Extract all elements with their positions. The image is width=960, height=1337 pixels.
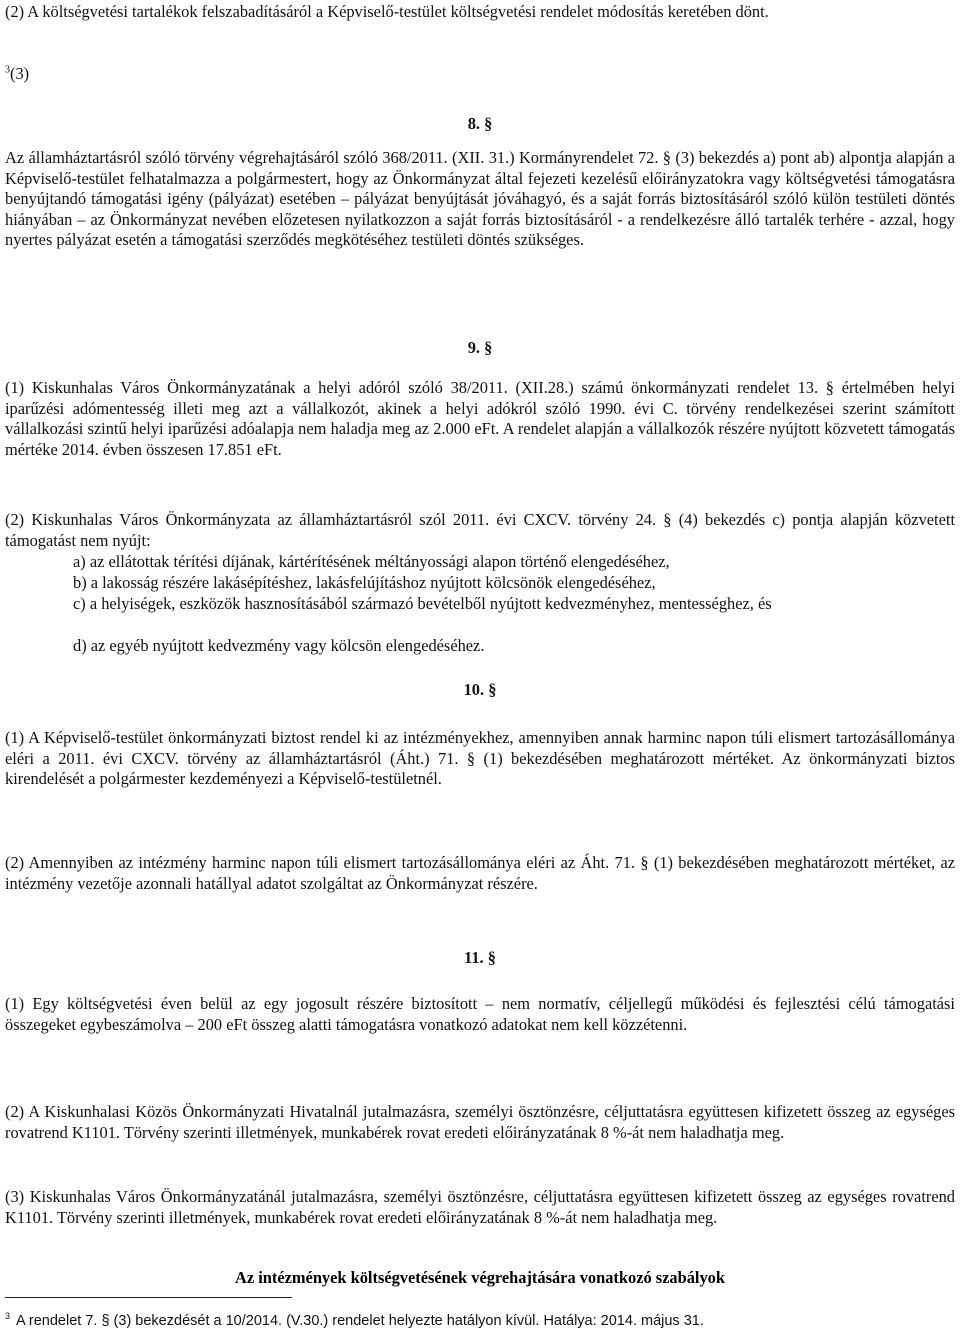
chapter-title: Az intézmények költségvetésének végrehajtására vonatkozó szabályok [235, 1268, 725, 1287]
section-8-text: Az államháztartásról szóló törvény végrehajtásáról szóló 368/2011. (XII. 31.) Kormányrendelet 72. § (3) bekezdés a) pont ab) alpontja alapján a Képviselő-testület felhatalmazza a polgármestert, hogy az Önkormányzat által fejezeti kezelésű előirányzatokra vagy költségvetési támogatásra benyújtandó támogatási igény (pályázat) esetében – pályázat benyújtását jóváhagyó, és a saját forrás biztosításáról szóló külön testületi döntés hiányában – az Önkormányzat nevében előzetesen nyilatkozzon a saját forrás biztosításáról - a rendelkezésre álló tartalék terhére - azzal, hogy nyertes pályázat esetén a támogatási szerződés megkötéséhez testületi döntés szükséges. [5, 148, 955, 250]
section-10-paragraph-1: (1) A Képviselő-testület önkormányzati biztost rendel ki az intézményekhez, amennyiben annak harminc napon túli elismert tartozásállománya eléri a 2011. évi CXCV. törvény az államháztartásról (Áht.) 71. § (1) bekezdésében meghatározott mértéket. Az önkormányzati biztos kirendelését a polgármester kezdeményezi a Képviselő-testületnél. [5, 728, 955, 789]
section-8-heading: 8. § [467, 114, 493, 133]
footnote-marker: 3 [5, 1311, 11, 1322]
section-11-heading: 11. § [464, 948, 496, 967]
section-9-heading: 9. § [467, 338, 493, 357]
paragraph-7-3-label: (3) [10, 64, 30, 83]
footnote-divider [5, 1297, 292, 1298]
section-11-paragraph-2: (2) A Kiskunhalasi Közös Önkormányzati Hivatalnál jutalmazásra, személyi ösztönzésre, céljuttatásra együttesen kifizetett összeg az egységes rovatrend K1101. Törvény szerinti illetmények, munkabérek rovat eredeti előirányzatának 8 %-át nem haladhatja meg. [5, 1102, 955, 1142]
footnote-text: A rendelet 7. § (3) bekezdését a 10/2014. (V.30.) rendelet helyezte hatályon kívül. Hatálya: 2014. május 31. [16, 1313, 704, 1329]
paragraph-7-3 [5, 64, 955, 85]
section-10-paragraph-2: (2) Amennyiben az intézmény harminc napon túli elismert tartozásállománya eléri az Áht. 71. § (1) bekezdésében meghatározott mértéket, az intézmény vezetője azonnali hatállyal adatot szolgáltat az Önkormányzat részére. [5, 853, 955, 893]
section-11-paragraph-3: (3) Kiskunhalas Város Önkormányzatánál jutalmazásra, személyi ösztönzésre, céljuttatásra együttesen kifizetett összeg az egységes rovatrend K1101. Törvény szerinti illetmények, munkabérek rovat eredeti előirányzatának 8 %-át nem haladhatja meg. [5, 1187, 955, 1227]
section-11-paragraph-1: (1) Egy költségvetési éven belül az egy jogosult részére biztosított – nem normatív, céljellegű működési és fejlesztési célú támogatási összegeket egybeszámolva – 200 eFt összeg alatti támogatásra vonatkozó adatokat nem kell közzétenni. [5, 994, 955, 1034]
list-item: b) a lakosság részére lakásépítéshez, lakásfelújításhoz nyújtott kölcsönök elengedéséhez, [73, 573, 656, 592]
section-10-heading: 10. § [463, 680, 497, 699]
list-item: d) az egyéb nyújtott kedvezmény vagy kölcsön elengedéséhez. [73, 636, 485, 655]
list-item: a) az ellátottak térítési díjának, kártérítésének méltányossági alapon történő elengedéséhez, [73, 552, 670, 571]
section-9-paragraph-2: (2) Kiskunhalas Város Önkormányzata az államháztartásról szól 2011. évi CXCV. törvény 24. § (4) bekezdés c) pontja alapján közvetett támogatást nem nyújt: [5, 510, 955, 550]
paragraph-7-2: (2) A költségvetési tartalékok felszabadításáról a Képviselő-testület költségvetési rendelet módosítás keretében dönt. [5, 2, 769, 21]
footnote [5, 1312, 955, 1330]
list-item: c) a helyiségek, eszközök hasznosításából származó bevételből nyújtott kedvezményhez, mentességhez, és [73, 594, 772, 613]
footnote-reference[interactable]: 3 [5, 64, 10, 76]
section-9-paragraph-1: (1) Kiskunhalas Város Önkormányzatának a helyi adóról szóló 38/2011. (XII.28.) számú önkormányzati rendelet 13. § értelmében helyi iparűzési adómentesség illeti meg azt a vállalkozót, akinek a helyi adókról szóló 1990. évi C. törvény rendelkezései szerint számított vállalkozási szintű helyi iparűzési adóalapja nem haladja meg az 2.000 eFt. A rendelet alapján a vállalkozók részére nyújtott közvetett támogatás mértéke 2014. évben összesen 17.851 eFt. [5, 378, 955, 459]
